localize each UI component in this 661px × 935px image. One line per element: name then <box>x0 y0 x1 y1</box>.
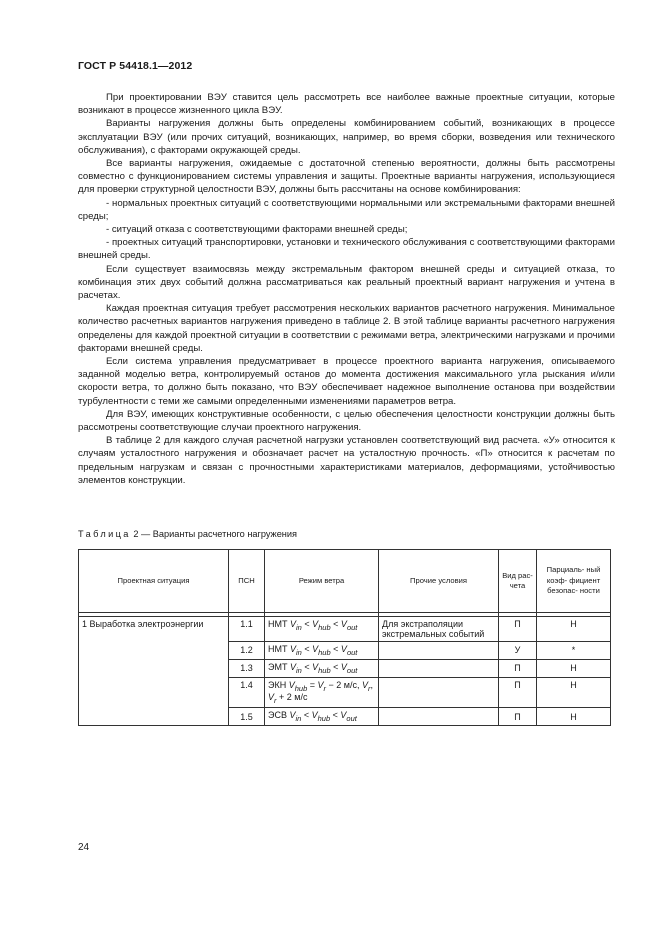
page-number: 24 <box>78 842 90 853</box>
header-cell: Проектная ситуация <box>79 550 229 613</box>
other-cell <box>379 659 499 677</box>
table-row <box>79 617 611 642</box>
list-item: - проектных ситуаций транспортировки, установки и технического обслуживания с соответствующими факторами внешней среды. <box>78 237 615 262</box>
paragraph: При проектировании ВЭУ ставится цель рассмотреть все наиболее важные проектные ситуации, которые возникают в процессе жизненного цикла ВЭУ. <box>78 92 615 117</box>
type-cell: П <box>499 708 537 726</box>
factor-cell: Н <box>537 708 611 726</box>
paragraph: В таблице 2 для каждого случая расчетной нагрузки установлен соответствующий вид расчета. «У» относится к случаям усталостного нагружения и обозначает расчет на усталостную прочность. «П» относится к расчетам по предельным нагрузкам и связан с прочностными характеристиками материалов, деформациями, устойчивостью элементов конструкции. <box>78 435 615 486</box>
header-cell: ПСН <box>229 550 265 613</box>
type-cell: П <box>499 617 537 642</box>
wind-cell: НМТ $V_{in} < V_{hub} < V_{out}$ <box>265 642 379 660</box>
wind-cell: НМТ $V_{in} < V_{hub} < V_{out}$ <box>265 617 379 642</box>
factor-cell: * <box>537 642 611 660</box>
wind-cell: ЭМТ $V_{in} < V_{hub} < V_{out}$ <box>265 659 379 677</box>
other-cell <box>379 708 499 726</box>
factor-cell: Н <box>537 659 611 677</box>
header-cell: Режим ветра <box>265 550 379 613</box>
table-caption-text: 2 — Варианты расчетного нагружения <box>130 529 297 539</box>
table-caption <box>78 529 297 539</box>
wind-cell: ЭСВ $V_{in} < V_{hub} < V_{out}$ <box>265 708 379 726</box>
table-caption-label: Таблица <box>78 529 131 539</box>
list-item: - ситуаций отказа с соответствующими факторами внешней среды; <box>106 224 408 236</box>
psn-cell: 1.4 <box>229 677 265 708</box>
paragraph: Если система управления предусматривает в процессе проектного варианта нагружения, описываемого заданной моделью ветра, контролируемый останов до момента достижения максимального угла рыскания и/или скорости ветра, то должно быть показано, что ВЭУ обеспечивает надежное выполнение останова при воздействии турбулентности с теми же самыми определенными изменениями параметров ветра. <box>78 356 615 407</box>
type-cell: П <box>499 659 537 677</box>
paragraph: Каждая проектная ситуация требует рассмотрения нескольких вариантов расчетного нагружения. Минимальное количество расчетных вариантов нагружения приведено в таблице 2. В этой таблице варианты расчетного нагружения определены для каждой проектной ситуации в соответствии с режимами ветра, электрическими нагрузками и прочими факторами внешней среды. <box>78 303 615 354</box>
psn-cell: 1.5 <box>229 708 265 726</box>
factor-cell: Н <box>537 677 611 708</box>
situation-cell: 1 Выработка электроэнергии <box>79 617 229 726</box>
paragraph: Если существует взаимосвязь между экстремальным фактором внешней среды и ситуацией отказа, то комбинация этих двух событий должна рассматриваться как реальный проектный вариант нагружения и учтена в расчетах. <box>78 263 615 302</box>
other-cell: Для экстраполяции экстремальных событий <box>379 617 499 642</box>
header-cell: Прочие условия <box>379 550 499 613</box>
paragraph: Варианты нагружения должны быть определены комбинированием событий, возникающих в процессе эксплуатации ВЭУ (или прочих ситуаций, возникающих, например, во время сборки, возведения или технического обслуживания), с факторами окружающей среды. <box>78 118 615 156</box>
table-header-row <box>79 550 611 613</box>
wind-cell: ЭКН $V_{hub} = V_r - 2$ м/с, $V_r$, $V_r + 2$ м/с <box>265 677 379 708</box>
paragraph: Все варианты нагружения, ожидаемые с достаточной степенью вероятности, должны быть рассмотрены совместно с функционированием системы управления и защиты. Проектные варианты нагружения, использующиеся для проверки структурной целостности ВЭУ, должны быть рассчитаны на основе комбинирования: <box>78 158 615 196</box>
type-cell: У <box>499 642 537 660</box>
list-item: - нормальных проектных ситуаций с соответствующими нормальными или экстремальными факторами внешней среды; <box>78 197 615 222</box>
psn-cell: 1.3 <box>229 659 265 677</box>
paragraph: Для ВЭУ, имеющих конструктивные особенности, с целью обеспечения целостности конструкции должны быть рассмотрены соответствующие случаи проектного нагружения. <box>78 408 615 434</box>
factor-cell: Н <box>537 617 611 642</box>
document-header: ГОСТ Р 54418.1—2012 <box>78 60 193 72</box>
other-cell <box>379 642 499 660</box>
load-cases-table <box>78 549 611 726</box>
psn-cell: 1.1 <box>229 617 265 642</box>
type-cell: П <box>499 677 537 708</box>
header-cell: Парциаль- ный коэф- фициент безопас- ности <box>537 550 611 613</box>
other-cell <box>379 677 499 708</box>
header-cell: Вид рас- чета <box>499 550 537 613</box>
body-text <box>78 91 615 487</box>
psn-cell: 1.2 <box>229 642 265 660</box>
